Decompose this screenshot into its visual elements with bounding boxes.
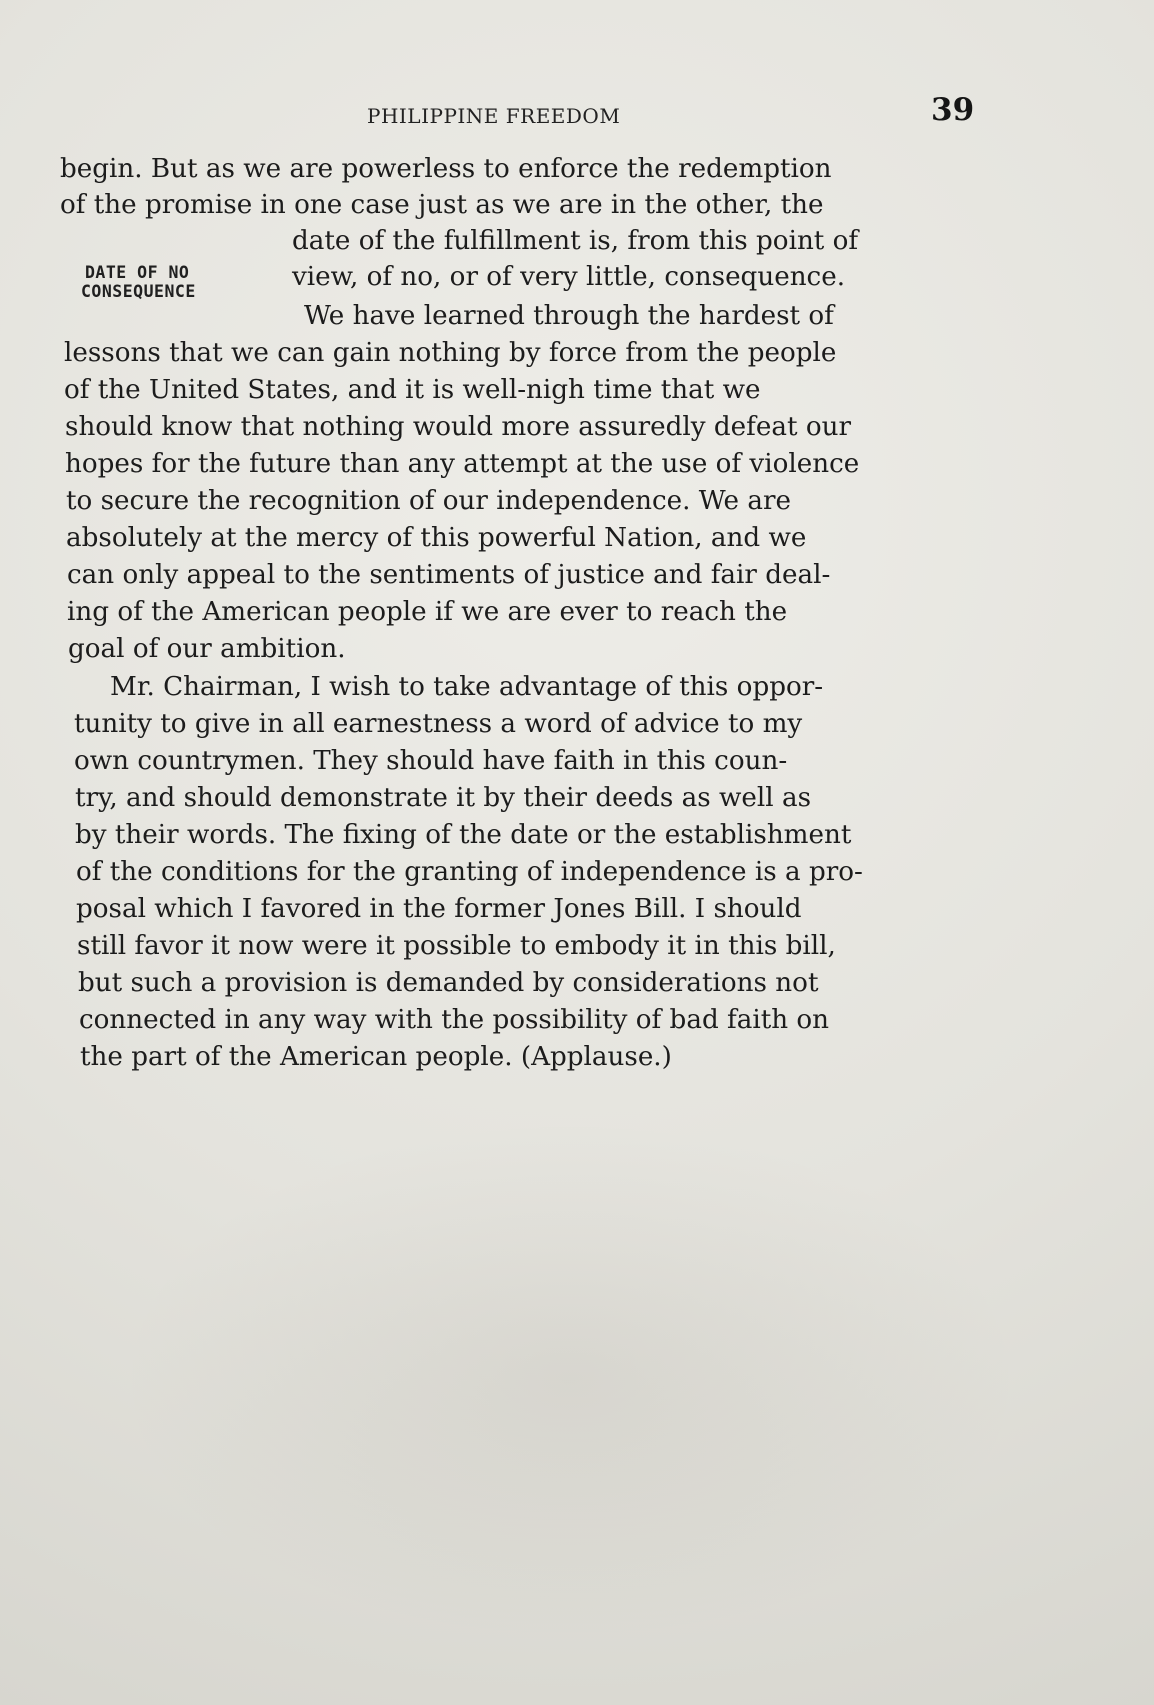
paper-stain bbox=[120, 1120, 1020, 1640]
page-header bbox=[0, 92, 1154, 142]
text-line: date of the fulfillment is, from this point of bbox=[292, 226, 859, 256]
text-line: of the conditions for the granting of independence is a pro- bbox=[76, 857, 863, 887]
margin-note bbox=[81, 263, 281, 301]
text-line: to secure the recognition of our independence. We are bbox=[66, 486, 792, 516]
text-line: try, and should demonstrate it by their deeds as well as bbox=[75, 783, 812, 813]
text-line: lessons that we can gain nothing by force from the people bbox=[64, 338, 837, 368]
text-line: Mr. Chairman, I wish to take advantage of this oppor- bbox=[110, 672, 824, 702]
running-title: PHILIPPINE FREEDOM bbox=[367, 104, 621, 128]
text-line: posal which I favored in the former Jones Bill. I should bbox=[76, 894, 802, 924]
text-line: goal of our ambition. bbox=[68, 634, 346, 664]
text-line: begin. But as we are powerless to enforce the redemption bbox=[60, 154, 832, 184]
text-line: view, of no, or of very little, consequence. bbox=[292, 262, 846, 292]
text-line: still favor it now were it possible to embody it in this bill, bbox=[77, 931, 836, 961]
text-line: absolutely at the mercy of this powerful Nation, and we bbox=[66, 523, 807, 553]
text-line: of the United States, and it is well-nigh time that we bbox=[64, 375, 761, 405]
text-line: should know that nothing would more assuredly defeat our bbox=[65, 412, 851, 442]
text-line: tunity to give in all earnestness a word of advice to my bbox=[74, 709, 803, 739]
text-line: but such a provision is demanded by considerations not bbox=[78, 968, 819, 998]
text-line: ing of the American people if we are ever to reach the bbox=[67, 597, 788, 627]
text-line: We have learned through the hardest of bbox=[304, 301, 834, 331]
text-line: of the promise in one case just as we are in the other, the bbox=[60, 190, 824, 220]
text-line: hopes for the future than any attempt at the use of violence bbox=[65, 449, 860, 479]
text-line: own countrymen. They should have faith in this coun- bbox=[74, 746, 788, 776]
text-line: connected in any way with the possibility of bad faith on bbox=[79, 1005, 830, 1035]
text-line: can only appeal to the sentiments of justice and fair deal- bbox=[67, 560, 831, 590]
margin-note-line: DATE OF NO bbox=[85, 263, 190, 282]
text-line: by their words. The fixing of the date or the establishment bbox=[75, 820, 852, 850]
text-line: the part of the American people. (Applause.) bbox=[80, 1042, 672, 1072]
margin-note-line: CONSEQUENCE bbox=[81, 282, 196, 301]
page-number: 39 bbox=[931, 92, 975, 128]
